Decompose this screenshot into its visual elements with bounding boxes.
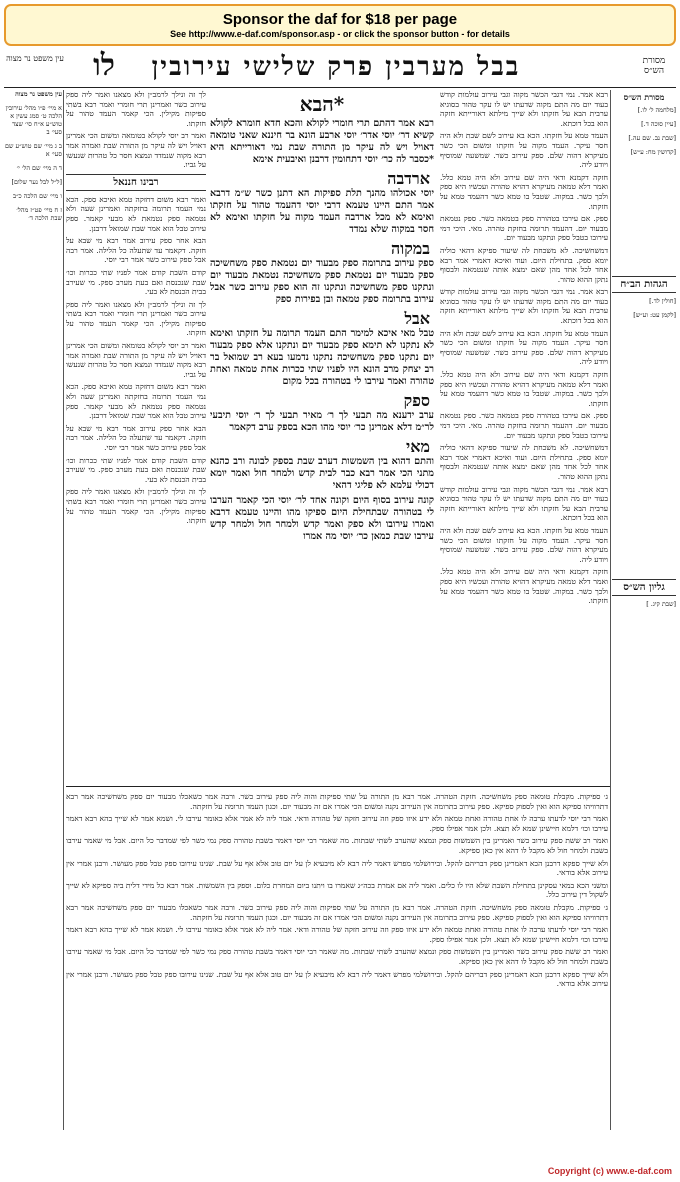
column-divider: [610, 90, 611, 1130]
rashi-paragraph: דמשחשיכה. לא משכחת לה שיעור ספיקא דהאי כוליה יומא ספק. בתחילת היום. ועוד ואיכא דאמרי אמר רבא אחד לכל אחד מהן שאם ימצא אותה שנטמאה ולבסוף נתקן ההוא טהור.: [440, 245, 608, 284]
commentary-paragraph: ג׳ ספיקות. מקבלת טומאה ספק משחשיכה. חזקת הטהרה. אמר רבא מן התורה על שתי ספיקות והוה ליה ספק עירוב כשר. ורבה אמר כשאכלו מבעוד יום ספק משחשיכה אמר רבא דתרוויהו ספיקא הוא ואין לספוק ספיקא. ספק עירוב בתרומה אין העירוב נקנה ומשום הכי אמרו אם זה מבעוד יום. וכגון העמד תרומה על חזקתה.: [66, 902, 608, 922]
rashi-paragraph: רבא אמר. נמי דגבי הכשר מקוה וגבי עירוב עולמות קודש בעוד יום מה התם מקוה שדעתו יש לו עקר טהור בסוגיא ערבית הבא על חזקתו ולא שייך מילתא דאורייתא חזקה הוא בכל דוכתא.: [440, 287, 608, 326]
margin-note: [מלחמה ל׳ לו.]: [637, 106, 676, 114]
margin-note: [קדושין מח: ע״ש]: [630, 148, 676, 156]
gemara-paragraph: ספק עירוב בתרומה ספק מבעוד יום נטמאת ספק משחשיכה ספק מבעוד יום נטמאת ספק משחשיכה נטמאת מבעוד יום ונתקנו ספק משחשיכה ונתקנו זה הוא ספק עירוב כשר אבל עירוב בתרומה ספק טמאה ובן בפירות ספק: [210, 258, 434, 305]
margin-label-masoret: מסורת הש״ס: [623, 92, 665, 102]
commentary-paragraph: ואמר רב ששת ספק עירוב כשר ואמרינן בין השמשות ספק ונמצא שהערב לשתי שבתות. מה שאמר רבי יוסי דאמר בשבת טהורה ספק נמי כשר לפי שמדבר כל היום. אבל מי שאמר עירבו בשבת ולמחר חול לא מקבל לו דהא אין כאן ספיקא.: [66, 947, 608, 966]
gemara-paragraph: קונה עירוב בסוף היום וקונה אחד לר׳ יוסי הכי קאמר הערבו לי בטהורה שבתחילת היום ספיקו מהו והיינו טעמא דרבא ואמרו עירובו ולא ספק ואמר קדש ולמחר חול ולמחר קדש עירבו שבת כמאן כר׳ יוסי מה אמרו: [210, 495, 434, 542]
tosafot-paragraph: ואמר רבא משום דחזקה טמא ואיכא ספק. הכא נמי העמד תרומה בחזקתה ואמרינן שעה ולא נטמאה ספק נטמאת לא מבעי קאמר. ספק עירוב טבל הוא אמר שבת שמואל דרבנן.: [66, 382, 206, 421]
copyright-notice: Copyright (c) www.e-daf.com: [547, 1166, 672, 1176]
sponsor-subtitle[interactable]: See http://www.e-daf.com/sponsor.asp - or click the sponsor button - for details: [170, 29, 510, 39]
margin-right: [612, 90, 676, 1140]
tosafot-paragraph: ואמר רב יוסי לקולא בטומאה ומשום הכי אמרינן דאויל ויש לה עיקר מן התורה שבת ואמרה אמר רבא מקוה שנמדד ונמצא חסר כל טהרות שנעשו על גביו.: [66, 131, 206, 170]
margin-note: ב ג מיי׳ שם טוש״ע שם סעי׳ א: [4, 142, 62, 158]
sponsor-banner[interactable]: [4, 4, 676, 46]
tosafot-paragraph: לך זה ונילך לרמב״ן ולא מצאנו ואמר ליה ספק עירוב כשר ואמרינן תרי חומרי ואמר רבא בשתי ספיקות מקילין. הכי קאמר העמד טהור על חזקתו.: [66, 299, 206, 338]
bottom-commentary: [66, 792, 608, 1128]
gemara-paragraph: רבא אמר דהתם תרי חומרי לקולא והכא חדא חומרא לקולא קשיא דר׳ יוסי אדר׳ יוסי ארבע הונא בר חיננא שאני טומאה דאויל ויש לה עיקר מן התורה שבת נמי דאורייתא היא *כסבר לה כר׳ יוסי דתחומין דרבנן ואיבעית אימא: [210, 118, 434, 165]
tosafot-paragraph: ואמר רב יוסי לקולא בטומאה ומשום הכי אמרינן דאויל ויש לה עיקר מן התורה שבת ואמרה אמר רבא מקוה שנמדד ונמצא חסר כל טהרות שנעשו על גביו.: [66, 341, 206, 379]
gemara-keyword: ארדבה: [387, 169, 430, 188]
rashi-paragraph: דמשחשיכה. לא משכחת לה שיעור ספיקא דהאי כוליה יומא ספק. בתחילת היום. ועוד ואיכא דאמרי אמר רבא אחד לכל אחד מהן שאם ימצא אותה שנטמאה ולבסוף נתקן ההוא טהור.: [440, 443, 608, 481]
rashi-paragraph: חזקה דקמנא ודאי היה שם עירוב ולא היה טמא כלל. ואמר דלא טמאה מעיקרא דהויא טהורה ועכשיו היא ספק ולכך כשר. במקוה. שטבל בו טמא כשר דהעמד טמא על חזקתו.: [440, 567, 608, 606]
rashi-paragraph: חזקה דקמנא ודאי היה שם עירוב ולא היה טמא כלל. ואמר דלא טמאה מעיקרא דהויא טהורה ועכשיו היא ספק ולכך כשר. במקוה. שטבל בו טמא כשר דהעמד טמא על חזקתו.: [440, 370, 608, 408]
rashi-paragraph: רבא אמר. נמי דגבי הכשר מקוה וגבי עירוב עולמות קודש בעוד יום מה התם מקוה שדעתו יש לו עקר טהור בסוגיא ערבית הבא על חזקתו ולא שייך מילתא דאורייתא חזקה הוא בכל דוכתא.: [440, 90, 608, 128]
gemara-opening-word: *הבא: [299, 92, 345, 116]
gemara-keyword: ספק: [403, 391, 430, 410]
commentary-paragraph: ואמר רב ששת ספק עירוב כשר ואמרינן בין השמשות ספק ונמצא שהערב לשתי שבתות. מה שאמר רבי יוסי דאמר בשבת טהורה ספק נמי כשר לפי שמדבר כל היום. אבל מי שאמר עירבו בשבת ולמחר חול לא מקבל לו דהא אין כאן ספיקא.: [66, 836, 608, 855]
rashi-paragraph: חזקה דקמנא ודאי היה שם עירוב ולא היה טמא כלל. ואמר דלא טמאה מעיקרא דהויא טהורה ועכשיו היא ספק ולכך כשר. במקוה. שטבל בו טמא כשר דהעמד טמא על חזקתו.: [440, 172, 608, 211]
margin-note: ז ח מיי׳ פט״ז מהל׳ שבת הלכה ד׳: [16, 206, 62, 222]
daf-number: לו: [93, 48, 115, 83]
gemara-paragraph: והתם דהוא בין השמשות דערב שבת בספק לבונה ורב כהנא מתני הכי אמר רבא כבר לבית קדש ולמחר חול ואמר יומא דכולי עלמא לא פליגי דהאי: [210, 456, 434, 491]
rashi-paragraph: העמד טמא על חזקתו. הכא בא עירוב לשם שבת ולא היה חסר עיקר. העמד מקוה על חזקתו ומשום הכי כשר מעיקרא דהוה שלם. ספק עירוב כשר. שמשעה שמוסיף ויודע ליה.: [440, 131, 608, 170]
tosafot-paragraph: לך זה ונילך לרמב״ן ולא מצאנו ואמר ליה ספק עירוב כשר ואמרינן תרי חומרי ואמר רבא בשתי ספיקות מקילין. הכי קאמר העמד טהור על חזקתו.: [66, 90, 206, 128]
margin-note: א מיי׳ פ״ו מהל׳ עירובין הלכה ט׳ סמג עשין א טוש״ע א״ח סי׳ שצד סעי׳ ב: [5, 104, 62, 136]
commentary-paragraph: ומשני הכא במאי עסקינן בתחילת השבת שלא היו לו כלים. ואמר ליה אם אמרת בכה״ג שאמרו בו ויתנו ביום המחרת כלום. וספק בין השמשות. אמר רבא כל מידי דלית ביה ספיקא לא שייך לשקול דין עירוב כלל.: [66, 880, 608, 900]
margin-label-gilyon: גליון הש״ס: [612, 579, 676, 596]
margin-note: [ל״ל לבל נער שלום]: [11, 178, 62, 186]
tosafot-paragraph: הבא אחר ספק עירוב אמר רבא מי שבא על חזקה. דקאמר עד שתעלה כל הלילה. אמר רבה אבל ספק עירוב כשר אמר רבי יוסי.: [66, 423, 206, 452]
margin-note: [עיין סוכה ד.]: [641, 120, 676, 128]
gemara-keyword: מאי: [406, 437, 430, 456]
margin-note: ו מיי׳ שם הלכה כ״ב: [13, 192, 62, 200]
margin-note: ד ה מיי׳ שם הל׳ י׳: [16, 164, 62, 172]
tosafot-paragraph: הבא אחר ספק עירוב אמר רבא מי שבא על חזקה. דקאמר עד שתעלה כל הלילה. אמר רבה אבל ספק עירוב כשר אמר רבי יוסי.: [66, 236, 206, 265]
gemara-column: [210, 90, 434, 780]
margin-note: [לקמן עט: וע״ש]: [633, 311, 676, 319]
margin-label-hagahot: הגהות הב״ח: [612, 276, 676, 293]
gemara-paragraph: טבל מאי איכא למימר התם העמד תרומה על חזקתו ואימא לא נתקנו לא תימא ספק מבעוד יום ונתקנו אלא ספק מבעוד יום נתקנו ספק משחשיכה נתקנו נדמעו בעא רב שמואל בר רב יצחק מרב הונא היו לפניו שתי ככרות אחת טמאה ואחת טהורה ואמר עירבו לי בטהורה בכל מקום: [210, 328, 434, 387]
commentary-paragraph: ולא שייך ספקא דרבנן הכא דאמרינן ספק דבריהם להקל. ובירושלמי מפרש דאמר ליה רבא לא מיבעיא לן על יום טוב אלא אף על שבת. שנינו עירובו ספק טבל ספק מעושר. ורבנן אמרי אין עירוב אלא בודאי.: [66, 858, 608, 878]
tosafot-paragraph: ואמר רבא משום דחזקה טמא ואיכא ספק. הכא נמי העמד תרומה בחזקתה ואמרינן שעה ולא נטמאה ספק נטמאת לא מבעי קאמר. ספק עירוב טבל הוא אמר שבת שמואל דרבנן.: [66, 194, 206, 233]
header-corner-left: עין משפט נר מצוה: [6, 54, 64, 63]
margin-note: [שבת נב. שם עה.]: [628, 134, 676, 142]
margin-label-ein-mishpat: עין משפט נר מצוה: [15, 90, 62, 98]
bottom-section-rule: [66, 786, 610, 787]
gemara-paragraph: יוסי אכולהו מהנך תלת ספיקות הא דתנן כשר ש״מ דרבא אמר התם היינו טעמא דרבי יוסי דהעמד טהור על חזקתו ואימא לא מכל ארדבה העמד מקוה על חזקתו ואימא לא חסר במקוה שלא נמדד: [210, 188, 434, 235]
tosafot-paragraph: קודם השבת קודם אמר לפניו שתי ככרות וכו׳ שבת שנכנסת ואם בעת מערב ספק. מי שעירב בבית הכנסת לא בעי.: [66, 455, 206, 484]
margin-note: [שבת קיג. ]: [646, 600, 676, 608]
rashi-paragraph: רבא אמר. נמי דגבי הכשר מקוה וגבי עירוב עולמות קודש בעוד יום מה התם מקוה שדעתו יש לו עקר טהור בסוגיא ערבית הבא על חזקתו ולא שייך מילתא דאורייתא חזקה הוא בכל דוכתא.: [440, 484, 608, 523]
rabbeinu-chananel-heading: רבינו חננאל: [66, 174, 206, 191]
gemara-keyword: אבל: [404, 309, 430, 328]
tosafot-paragraph: לך זה ונילך לרמב״ן ולא מצאנו ואמר ליה ספק עירוב כשר ואמרינן תרי חומרי ואמר רבא בשתי ספיקות מקילין. הכי קאמר העמד טהור על חזקתו.: [66, 487, 206, 526]
rashi-paragraph: ספק. אם עירבו בטהורה ספק בטמאה כשר. ספק נטמאת מבעוד יום. דהעמד תרומה בחזקת טהרה. מאי. היכי דמי עירובו בטבל ספק ונתקנו מבעוד יום.: [440, 411, 608, 440]
gemara-keyword: במקוה: [390, 239, 430, 258]
tosafot-column: [66, 90, 206, 780]
commentary-paragraph: ולא שייך ספקא דרבנן הכא דאמרינן ספק דבריהם להקל. ובירושלמי מפרש דאמר ליה רבא לא מיבעיא לן על יום טוב אלא אף על שבת. שנינו עירובו ספק טבל ספק מעושר. ורבנן אמרי אין עירוב אלא בודאי.: [66, 969, 608, 989]
gemara-paragraph: ערב ידענא מה תבעי לך ר׳ מאיר תבעי לך ר׳ יוסי תיבעי לר״מ דלא אמרינן כר׳ יוסי מהו הכא בספק ערב דקאמר: [210, 410, 434, 433]
tosafot-paragraph: קודם השבת קודם אמר לפניו שתי ככרות וכו׳ שבת שנכנסת ואם בעת מערב ספק. מי שעירב בבית הכנסת לא בעי.: [66, 267, 206, 297]
page-title: בבל מערבין פרק שלישי עירובין: [151, 52, 521, 82]
commentary-paragraph: ג׳ ספיקות. מקבלת טומאה ספק משחשיכה. חזקת הטהרה. אמר רבא מן התורה על שתי ספיקות והוה ליה ספק עירוב כשר. ורבה אמר כשאכלו מבעוד יום ספק משחשיכה אמר רבא דתרוויהו ספיקא הוא ואין לספוק ספיקא. ספק עירוב בתרומה אין העירוב נקנה ומשום הכי אמרו אם זה מבעוד יום. וכגון העמד תרומה על חזקתה.: [66, 792, 608, 811]
rashi-paragraph: העמד טמא על חזקתו. הכא בא עירוב לשם שבת ולא היה חסר עיקר. העמד מקוה על חזקתו ומשום הכי כשר מעיקרא דהוה שלם. ספק עירוב כשר. שמשעה שמוסיף ויודע ליה.: [440, 525, 608, 564]
rashi-paragraph: ספק. אם עירבו בטהורה ספק בטמאה כשר. ספק נטמאת מבעוד יום. דהעמד תרומה בחזקת טהרה. מאי. היכי דמי עירובו בטבל ספק ונתקנו מבעוד יום.: [440, 214, 608, 243]
header-rule: [4, 87, 676, 88]
rashi-column: [440, 90, 608, 780]
commentary-paragraph: ואמר רבי יוסי לדעתו ערבה לו אחת טהורה ואחת טמאה ולא ידע איזו ספק וזה עירוב חזקה של טהורה ודאי. אמר ליה לא אמר אלא כאומר עירבו לי. ושמא אמר לא שייך בהא רבא דאמר עירבו וכו׳ דלמא חיישינן שמא לא תצא. ולכן אמר אפילו ספק.: [66, 925, 608, 944]
page-header: [4, 48, 676, 86]
header-corner-right: מסורת הש״ס: [642, 56, 666, 76]
commentary-paragraph: ואמר רבי יוסי לדעתו ערבה לו אחת טהורה ואחת טמאה ולא ידע איזו ספק וזה עירוב חזקה של טהורה ודאי. אמר ליה לא אמר אלא כאומר עירבו לי. ושמא אמר לא שייך בהא רבא דאמר עירבו וכו׳ דלמא חיישינן שמא לא תצא. ולכן אמר אפילו ספק.: [66, 814, 608, 833]
margin-left: [4, 90, 62, 1140]
rashi-paragraph: העמד טמא על חזקתו. הכא בא עירוב לשם שבת ולא היה חסר עיקר. העמד מקוה על חזקתו ומשום הכי כשר מעיקרא דהוה שלם. ספק עירוב כשר. שמשעה שמוסיף ויודע ליה.: [440, 328, 608, 367]
margin-note: [חולין לד.]: [649, 297, 676, 305]
sponsor-title[interactable]: Sponsor the daf for $18 per page: [222, 11, 458, 28]
talmud-page: [4, 50, 676, 1160]
column-divider: [63, 90, 64, 1130]
